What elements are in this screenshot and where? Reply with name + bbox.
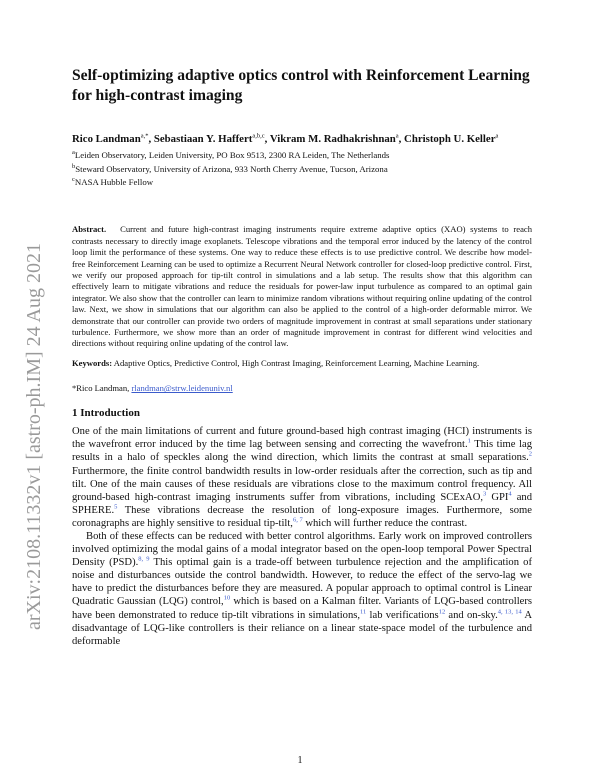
affiliation-text: Leiden Observatory, Leiden University, PO Box 9513, 2300 RA Leiden, The Netherlands — [74, 149, 390, 160]
citation-link[interactable]: 3 — [483, 490, 487, 498]
affiliation-text: Steward Observatory, University of Arizona, 933 North Cherry Avenue, Tucson, Arizona — [75, 163, 388, 174]
affiliation-marker: b — [72, 162, 76, 170]
affiliation-text: NASA Hubble Fellow — [74, 177, 154, 188]
citation-link[interactable]: 10 — [223, 594, 231, 602]
body-text-run: and SPHERE. — [72, 491, 533, 516]
arxiv-stamp-text: arXiv:2108.11332v1 [astro-ph.IM] 24 Aug 2021 — [23, 243, 45, 630]
citation-link[interactable]: 6, 7 — [292, 516, 303, 524]
citation-link[interactable]: 5 — [114, 503, 118, 511]
keywords-label: Keywords: — [72, 357, 113, 368]
corresponding-author — [72, 383, 532, 393]
paragraph-1 — [72, 425, 532, 530]
affiliation-marker: a — [72, 148, 75, 156]
author-entry — [270, 133, 404, 145]
corresponding-author-name: *Rico Landman, — [72, 383, 130, 394]
citation-link[interactable]: 2 — [528, 450, 532, 458]
author-affiliation-marker: a,* — [140, 132, 149, 139]
body-text-run: One of the main limitations of current and future ground-based high contrast imaging (HCI) instruments is the wavefront error induced by the time lag between sensing and correcting the wavefront. — [72, 426, 532, 451]
paragraph-2 — [72, 530, 532, 648]
arxiv-identifier-stamp — [10, 190, 50, 640]
body-text-run: GPI — [486, 491, 509, 503]
body-text-run: These vibrations decrease the resolution of long-exposure images. Furthermore, some coronagraphs are highly sensitive to residual tip-tilt, — [72, 504, 532, 529]
affiliation — [72, 161, 532, 175]
body-text-run: which will further reduce the contrast. — [302, 517, 468, 529]
keywords — [72, 358, 532, 369]
abstract-text: Current and future high-contrast imaging instruments require extreme adaptive optics (XAO) systems to reach contrasts necessary to directly image exoplanets. Telescope vibrations and the temporal error induced by the latency of the control loop limit the performance of these systems. One way to reduce these effects is to use predictive control. We describe how model-free Reinforcement Learning can be used to optimize a Recurrent Neural Network controller for closed-loop predictive control. First, we verify our proposed approach for tip-tilt control in simulations and a lab setup. The results show that this algorithm can effectively learn to mitigate vibrations and reduce the residuals for power-law input turbulence as compared to an optimal gain integrator. We also show that the controller can learn to minimize random vibrations without requiring online updating of the control law. Next, we show in simulations that our algorithm can also be applied to the control of a high-order deformable mirror. We demonstrate that our controller can provide two orders of magnitude improvement in contrast at small separations under stationary turbulence. Furthermore, we show more than an order of magnitude improvement in contrast for different wind velocities and directions without requiring online updating of the control law. — [72, 224, 532, 349]
body-text-run: lab verifications — [366, 609, 439, 621]
body-text-run: This optimal gain is a trade-off between turbulence rejection and the amplification of noise and disturbances outside the control bandwidth. However, to reduce the effect of the servo-lag we have to predict the disturbances before they are measured. A popular approach to optimal control is Linear Quadratic Gaussian (LQG) control, — [72, 557, 532, 608]
citation-link[interactable]: 8, 9 — [138, 555, 150, 563]
author-separator: , — [148, 132, 154, 145]
author-name: Christoph U. Keller — [404, 132, 496, 145]
citation-link[interactable]: 12 — [438, 608, 446, 616]
body-text-run: which is based on a Kalman filter. Variants of LQG-based controllers have been demonstrated to reduce tip-tilt vibrations in simulations, — [72, 596, 532, 621]
corresponding-email-link[interactable]: rlandman@strw.leidenuniv.nl — [131, 383, 233, 394]
affiliation-marker: c — [72, 176, 75, 184]
author-separator: , — [264, 132, 270, 145]
author-entry — [72, 133, 154, 145]
author-entry — [154, 133, 270, 145]
keywords-text: Adaptive Optics, Predictive Control, High Contrast Imaging, Reinforcement Learning, Machine Learning. — [113, 357, 480, 368]
affiliation — [72, 174, 532, 188]
body-text-run: Furthermore, the finite control bandwidth results in low-order residuals after the correction, such as tip and tilt. One of the main causes of these residuals are vibrations close to the maximum control frequency. All ground-based high-contrast imaging instruments suffer from vibrations, including SCExAO, — [72, 465, 532, 503]
citation-link[interactable]: 4, 13, 14 — [497, 608, 522, 616]
author-entry — [404, 133, 498, 145]
paper-title — [72, 66, 532, 106]
author-name: Sebastiaan Y. Haffert — [153, 132, 253, 145]
body-text-run: This time lag results in a halo of speckles along the wind direction, which limits the contrast at small separations. — [72, 439, 532, 464]
author-affiliation-marker: a — [395, 132, 399, 139]
author-list — [72, 128, 532, 147]
body-text-run: A disadvantage of LQG-like controllers is their reliance on a linear state-space model of the turbulence and deformable — [72, 609, 533, 647]
abstract — [72, 224, 532, 349]
title-line-1: Self-optimizing adaptive optics control with Reinforcement Learning — [72, 67, 530, 84]
body-text-run: Both of these effects can be reduced with better control algorithms. Early work on improved controllers involved optimizing the modal gains of a modal integrator based on the open-loop temporal Power Spectral Density (PSD). — [72, 530, 532, 569]
author-name: Rico Landman — [72, 132, 141, 145]
abstract-label: Abstract. — [72, 224, 107, 235]
affiliation — [72, 147, 532, 161]
introduction-body — [72, 425, 532, 648]
citation-link[interactable]: 11 — [360, 608, 367, 616]
citation-link[interactable]: 4 — [508, 490, 512, 498]
body-text-run: and on-sky. — [445, 609, 498, 621]
section-heading: 1 Introduction — [72, 407, 140, 420]
author-name: Vikram M. Radhakrishnan — [269, 132, 396, 145]
paper-page — [72, 60, 532, 648]
citation-link[interactable]: 1 — [467, 437, 471, 445]
author-affiliation-marker: a,b,c — [252, 132, 265, 139]
title-line-2: for high-contrast imaging — [72, 87, 243, 104]
author-separator: , — [398, 132, 405, 145]
author-affiliation-marker: a — [495, 132, 499, 139]
affiliation-list — [72, 147, 532, 189]
page-number: 1 — [297, 755, 303, 766]
